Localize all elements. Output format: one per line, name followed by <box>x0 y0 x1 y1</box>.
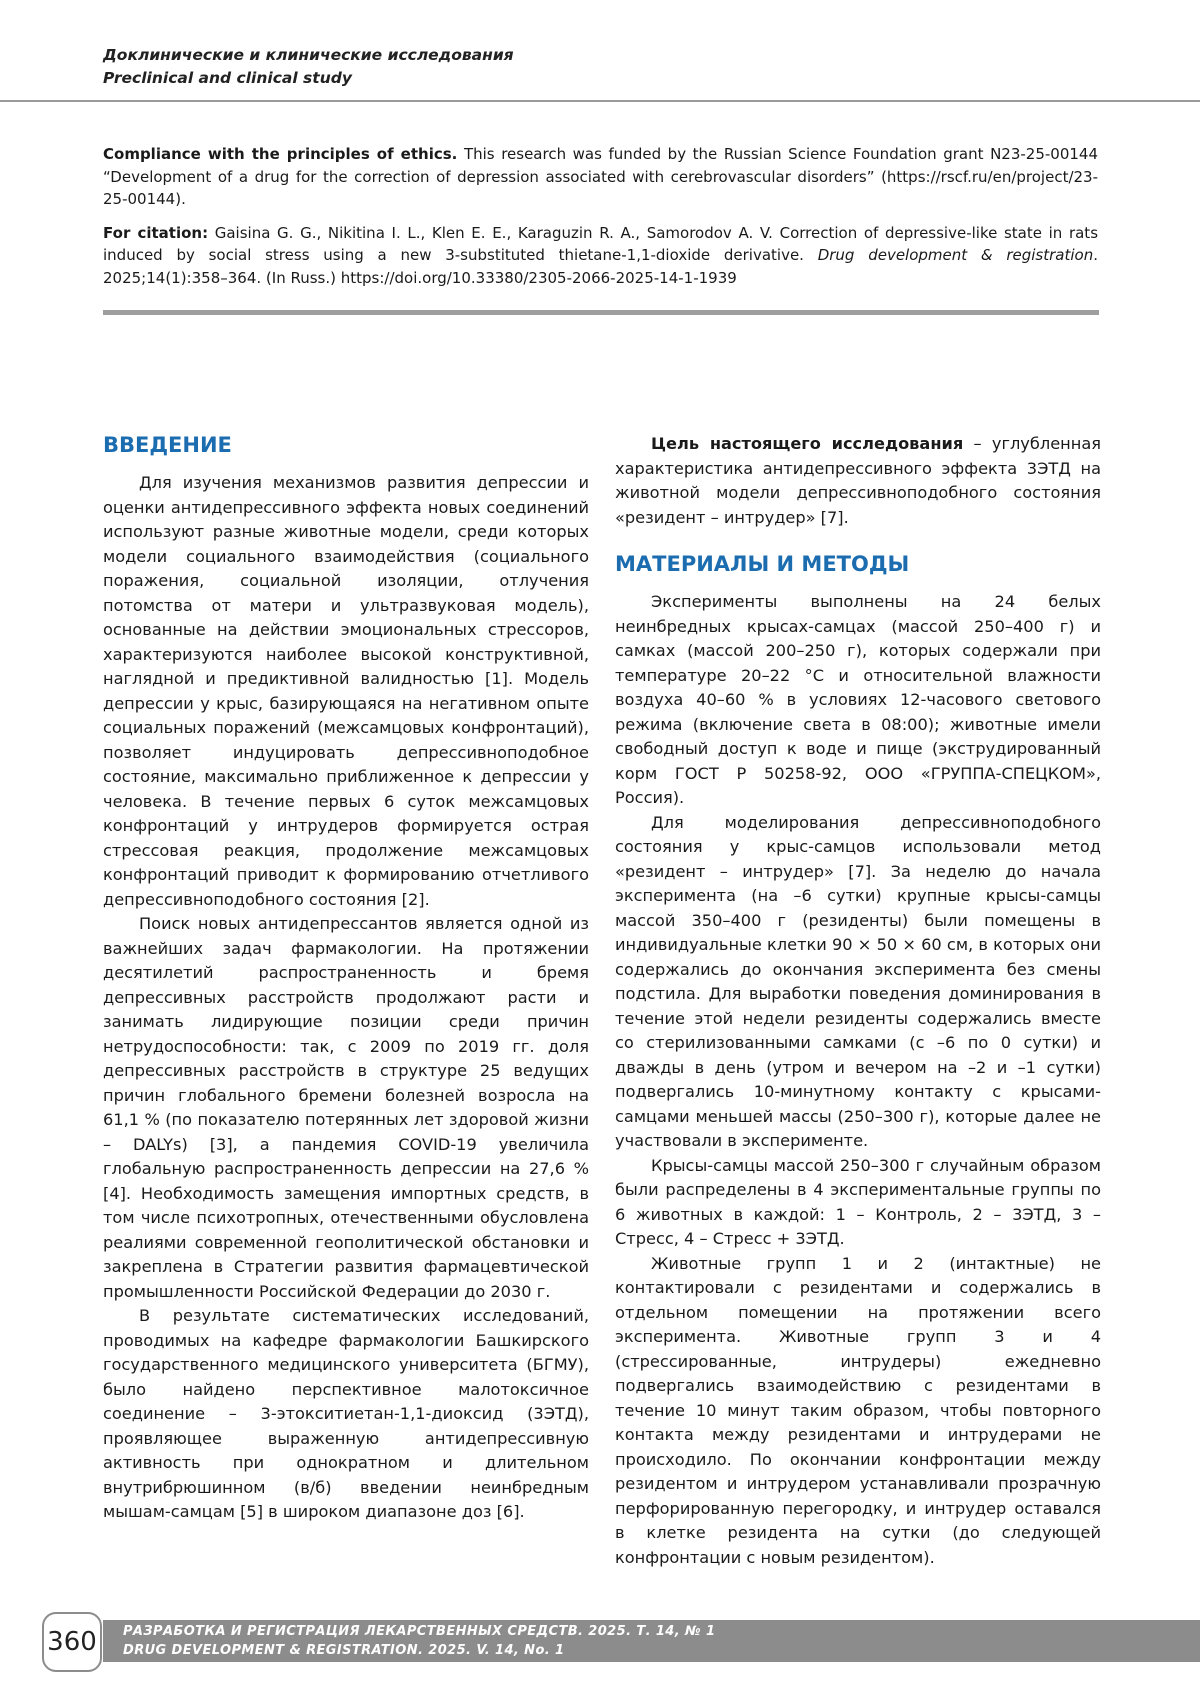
right-column <box>615 434 1102 1570</box>
intro-paragraph: В результате систематических исследований, проводимых на кафедре фармакологии Башкирского государственного медицинского университета (БГМУ), было найдено перспективное малотоксичное соединение – 3-этокситиетан-1,1-диоксид (3ЭТД), проявляющее выраженную антидепрессивную активность при однократном и длительном внутрибрюшинном (в/б) введении неинбредным мышам-самцам [5] в широком диапазоне доз [6]. <box>103 1306 589 1521</box>
footer-journal-ru: РАЗРАБОТКА И РЕГИСТРАЦИЯ ЛЕКАРСТВЕННЫХ СРЕДСТВ. 2025. Т. 14, № 1 <box>123 1624 716 1639</box>
article-meta <box>103 143 1098 300</box>
left-column <box>103 433 589 1525</box>
footer-bar <box>103 1620 1200 1662</box>
ethics-text: This research was funded by the Russian Science Foundation grant N23-25-00144 “Development of a drug for the correction of depression associated with cerebrovascular disorders” (https://rscf.ru/en/project/23-25-00144). <box>103 145 1099 208</box>
intro-paragraph: Поиск новых антидепрессантов является одной из важнейших задач фармакологии. На протяжении десятилетий распространенность и бремя депрессивных расстройств продолжают расти и занимать лидирующие позиции среди причин нетрудоспособности: так, с 2009 по 2019 гг. доля депрессивных расстройств в структуре 25 ведущих причин глобального бремени болезней возросла на 61,1 % (по показателю потерянных лет здоровой жизни – DALYs) [3], а пандемия COVID-19 увеличила глобальную распространенность депрессии на 27,6 % [4]. Необходимость замещения импортных средств, в том числе психотропных, отечественными обусловлена реалиями современной геополитической обстановки и закреплена в Стратегии развития фармацевтической промышленности Российской Федерации до 2030 г. <box>103 914 589 1301</box>
intro-heading: ВВЕДЕНИЕ <box>103 433 232 457</box>
citation-journal: Drug development & registration <box>817 246 1094 264</box>
footer-journal-en: DRUG DEVELOPMENT & REGISTRATION. 2025. V. 14, No. 1 <box>123 1643 565 1658</box>
intro-paragraph: Для изучения механизмов развития депрессии и оценки антидепрессивного эффекта новых соединений используют разные животные модели, среди которых модели социального взаимодействия (социального поражения, социальной изоляции, отлучения потомства от матери и ультразвуковая модель), основанные на действии эмоциональных стрессоров, характеризуются наиболее высокой конструктивной, наглядной и предиктивной валидностью [1]. Модель депрессии у крыс, базирующаяся на негативном опыте социальных поражений (межсамцовых конфронтаций), позволяет индуцировать депрессивноподобное состояние, максимально приближенное к депрессии у человека. В течение первых 6 суток межсамцовых конфронтаций у интрудеров формируется острая стрессовая реакция, продолжение межсамцовых конфронтаций приводит к формированию отчетливого депрессивноподобного состояния [2]. <box>103 473 589 909</box>
meta-divider <box>103 310 1099 315</box>
methods-paragraph: Крысы-самцы массой 250–300 г случайным образом были распределены в 4 экспериментальные группы по 6 животных в каждой: 1 – Контроль, 2 – 3ЭТД, 3 – Стресс, 4 – Стресс + 3ЭТД. <box>615 1155 1101 1248</box>
ethics-label: Compliance with the principles of ethics. <box>103 145 458 163</box>
methods-paragraph: Животные групп 1 и 2 (интактные) не контактировали с резидентами и содержались в отдельном помещении на протяжении всего эксперимента. Животные групп 3 и 4 (стрессированные, интрудеры) ежедневно подвергались взаимодействию с резидентами в течение 10 минут таким образом, чтобы повторного контакта между резидентами и интрудерами не происходило. По окончании конфронтации между резидентом и интрудером устанавливали прозрачную перфорированную перегородку, и интрудер оставался в клетке резидента на сутки (до следующей конфронтации с новым резидентом). <box>615 1253 1101 1567</box>
citation-text-end: . 2025;14(1):358–364. (In Russ.) https://doi.org/10.33380/2305-2066-2025-14-1-1939 <box>103 246 1098 287</box>
aim-label: Цель настоящего исследования <box>651 434 964 453</box>
aim-text: – углубленная характеристика антидепрессивного эффекта 3ЭТД на животной модели депрессивноподобного состояния «резидент – интрудер» [7]. <box>615 434 1102 527</box>
methods-paragraph: Для моделирования депрессивноподобного состояния у крыс-самцов использовали метод «резидент – интрудер» [7]. За неделю до начала эксперимента (на –6 сутки) крупные крысы-самцы массой 350–400 г (резиденты) были помещены в индивидуальные клетки 90 × 50 × 60 см, в которых они содержались до окончания эксперимента без смены подстила. Для выработки поведения доминирования в течение этой недели резиденты содержались вместе со стерилизованными самками (с –6 по 0 сутки) и дважды в день (утром и вечером на –2 и –1 сутки) подвергались 10-минутному контакту с крысами-самцами меньшей массы (250–300 г), которые далее не участвовали в эксперименте. <box>615 812 1101 1150</box>
citation <box>103 222 1098 290</box>
running-header <box>103 44 514 90</box>
footer-journal <box>123 1622 715 1660</box>
page-number: 360 <box>42 1612 102 1672</box>
citation-text: Gaisina G. G., Nikitina I. L., Klen E. E., Karaguzin R. A., Samorodov A. V. Correction of depressive-like state in rats induced by social stress using a new 3-substituted thietane-1,1-dioxide derivative. <box>103 223 1099 264</box>
header-divider <box>0 100 1200 102</box>
citation-label: For citation: <box>103 223 209 242</box>
methods-paragraph: Эксперименты выполнены на 24 белых неинбредных крысах-самцах (массой 250–400 г) и самках (массой 200–250 г), которых содержали при температуре 20–22 °С и относительной влажности воздуха 40–60 % в условиях 12-часового светового режима (включение света в 08:00); животные имели свободный доступ к воде и пище (экструдированный корм ГОСТ Р 50258-92, ООО «ГРУППА-СПЕЦКОМ», Россия). <box>615 592 1101 807</box>
header-section-ru: Доклинические и клинические исследования <box>103 46 514 64</box>
aim-paragraph <box>615 432 1101 530</box>
ethics-statement <box>103 143 1098 211</box>
header-section-en: Preclinical and clinical study <box>103 69 352 87</box>
methods-heading: МАТЕРИАЛЫ И МЕТОДЫ <box>615 552 910 576</box>
